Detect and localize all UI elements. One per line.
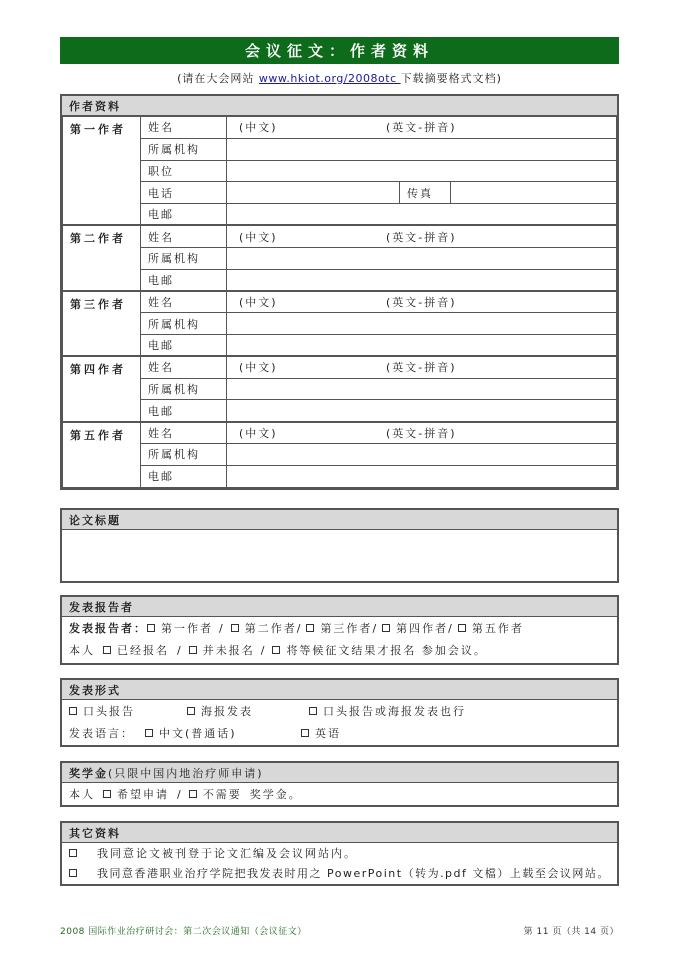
author-5-name-input[interactable]: [227, 422, 617, 444]
website-link[interactable]: www.hkiot.org/2008otc: [258, 72, 401, 85]
author-2-affiliation-input[interactable]: [227, 247, 617, 269]
author-1-affiliation-input[interactable]: [227, 138, 617, 160]
format-section: [60, 678, 619, 747]
english-hint: (英文-拼音): [386, 426, 457, 440]
language-option: 英语: [315, 727, 341, 740]
presenter-author-4-checkbox[interactable]: [382, 624, 390, 632]
download-note-prefix: (请在大会网站: [177, 72, 259, 85]
presenter-label: 发表报告者：: [69, 622, 147, 635]
format-heading: 发表形式: [62, 680, 617, 700]
author-1-fax-input[interactable]: [451, 182, 617, 204]
consent-upload-checkbox[interactable]: [69, 869, 77, 877]
position-label: 职位: [141, 160, 227, 182]
consent-row-2: [62, 863, 617, 883]
presenter-option: 第三作者: [320, 622, 373, 635]
authors-table: [62, 116, 617, 488]
presenter-option: 第二作者: [244, 622, 297, 635]
format-option: 口头报告或海报发表也行: [323, 705, 466, 718]
paper-title-section: [60, 508, 619, 583]
author-5-affiliation-input[interactable]: [227, 443, 617, 465]
consent-upload-label: 我同意香港职业治疗学院把我发表时用之 PowerPoint（转为.pdf 文檔）上载至会议网站。: [97, 867, 610, 880]
author-1-position-input[interactable]: [227, 160, 617, 182]
name-label: 姓名: [141, 356, 227, 378]
email-label: 电邮: [141, 400, 227, 422]
scholarship-section: [60, 761, 619, 807]
scholarship-title: 奖学金: [69, 766, 108, 780]
presenter-option: 第一作者: [161, 622, 213, 635]
presenter-author-5-checkbox[interactable]: [458, 624, 466, 632]
scholarship-prefix: 本人: [69, 788, 95, 801]
registered-label: 已经报名: [117, 644, 169, 657]
name-label: 姓名: [141, 291, 227, 313]
will-register-checkbox[interactable]: [272, 646, 280, 654]
author-5-email-input[interactable]: [227, 465, 617, 487]
authors-section: [60, 94, 619, 490]
download-note: [60, 70, 619, 86]
english-hint: (英文-拼音): [386, 296, 457, 310]
scholarship-note: (只限中国内地治疗师申请): [108, 766, 264, 780]
email-label: 电邮: [141, 465, 227, 487]
page-footer: [60, 924, 619, 937]
author-4-label: 第四作者: [63, 356, 141, 421]
scholarship-suffix: 奖学金。: [249, 788, 302, 801]
author-3-label: 第三作者: [63, 291, 141, 356]
english-hint: (英文-拼音): [386, 230, 457, 244]
consent-row-1: [62, 843, 617, 863]
author-3-affiliation-input[interactable]: [227, 313, 617, 335]
presenter-option: 第四作者: [396, 622, 449, 635]
author-1-name-input[interactable]: [227, 117, 617, 139]
author-1-label: 第一作者: [63, 117, 141, 226]
presenter-author-2-checkbox[interactable]: [231, 624, 239, 632]
consent-publish-label: 我同意论文被刊登于论文汇编及会议网站内。: [97, 847, 357, 860]
name-label: 姓名: [141, 117, 227, 139]
author-4-name-input[interactable]: [227, 356, 617, 378]
presenter-heading: 发表报告者: [62, 597, 617, 617]
scholarship-heading: [62, 763, 617, 783]
author-2-name-input[interactable]: [227, 225, 617, 247]
author-1-phone-input[interactable]: [227, 182, 400, 204]
format-options-row: [62, 700, 617, 722]
presenter-section: [60, 595, 619, 665]
author-3-name-input[interactable]: [227, 291, 617, 313]
paper-title-input[interactable]: [62, 530, 617, 580]
either-checkbox[interactable]: [309, 707, 317, 715]
author-4-email-input[interactable]: [227, 400, 617, 422]
affiliation-label: 所属机构: [141, 313, 227, 335]
consent-publish-checkbox[interactable]: [69, 849, 77, 857]
presenter-option: 第五作者: [471, 622, 524, 635]
english-hint: (英文-拼音): [386, 361, 457, 375]
format-option: 海报发表: [201, 705, 253, 718]
chinese-hint: (中文): [239, 230, 278, 244]
download-note-suffix: 下载摘要格式文档): [400, 72, 502, 85]
language-row: [62, 722, 617, 744]
author-2-email-input[interactable]: [227, 269, 617, 291]
presenter-author-3-checkbox[interactable]: [306, 624, 314, 632]
page-title: 会议征文：作者资料: [60, 37, 619, 64]
apply-scholarship-checkbox[interactable]: [103, 790, 111, 798]
will-register-label: 将等候征文结果才报名 参加会议。: [286, 644, 487, 657]
format-option: 口头报告: [83, 705, 135, 718]
chinese-hint: (中文): [239, 121, 278, 135]
email-label: 电邮: [141, 334, 227, 356]
presenter-choice-row: 发表报告者： 第一作者 / 第二作者 / 第三作者 / 第四作者 / 第五作者: [69, 621, 524, 635]
email-label: 电邮: [141, 269, 227, 291]
author-2-label: 第二作者: [63, 225, 141, 290]
not-registered-checkbox[interactable]: [189, 646, 197, 654]
language-label: 发表语言：: [69, 727, 134, 740]
email-label: 电邮: [141, 204, 227, 226]
name-label: 姓名: [141, 225, 227, 247]
presenter-author-1-checkbox[interactable]: [147, 624, 155, 632]
chinese-hint: (中文): [239, 296, 278, 310]
english-checkbox[interactable]: [301, 729, 309, 737]
author-1-name-row: [63, 117, 617, 139]
scholarship-row: 本人 希望申请 / 不需要 奖学金。: [69, 787, 302, 801]
page-number: 第 11 页（共 14 页）: [523, 927, 619, 937]
fax-label: 传真: [400, 182, 451, 204]
affiliation-label: 所属机构: [141, 378, 227, 400]
registration-prefix: 本人: [69, 644, 95, 657]
name-label: 姓名: [141, 422, 227, 444]
registration-row: 本人 已经报名 / 并未报名 / 将等候征文结果才报名 参加会议。: [69, 643, 487, 657]
affiliation-label: 所属机构: [141, 138, 227, 160]
paper-title-heading: 论文标题: [62, 510, 617, 530]
language-option: 中文(普通话): [159, 727, 237, 740]
author-4-affiliation-input[interactable]: [227, 378, 617, 400]
affiliation-label: 所属机构: [141, 247, 227, 269]
not-registered-label: 并未报名: [202, 644, 255, 657]
phone-label: 电话: [141, 182, 227, 204]
oral-checkbox[interactable]: [69, 707, 77, 715]
no-scholarship-checkbox[interactable]: [189, 790, 197, 798]
other-heading: 其它资料: [62, 823, 617, 843]
no-scholarship-label: 不需要: [202, 788, 242, 801]
other-section: [60, 821, 619, 886]
apply-scholarship-label: 希望申请: [117, 788, 169, 801]
english-hint: (英文-拼音): [386, 121, 457, 135]
chinese-hint: (中文): [239, 361, 278, 375]
chinese-hint: (中文): [239, 426, 278, 440]
registered-checkbox[interactable]: [103, 646, 111, 654]
author-1-email-input[interactable]: [227, 204, 617, 226]
affiliation-label: 所属机构: [141, 443, 227, 465]
author-3-email-input[interactable]: [227, 334, 617, 356]
poster-checkbox[interactable]: [187, 707, 195, 715]
authors-heading: 作者资料: [62, 96, 617, 116]
author-5-label: 第五作者: [63, 422, 141, 487]
footer-title: 2008 国际作业治疗研讨会：第二次会议通知（会议征文）: [60, 927, 307, 937]
chinese-checkbox[interactable]: [145, 729, 153, 737]
